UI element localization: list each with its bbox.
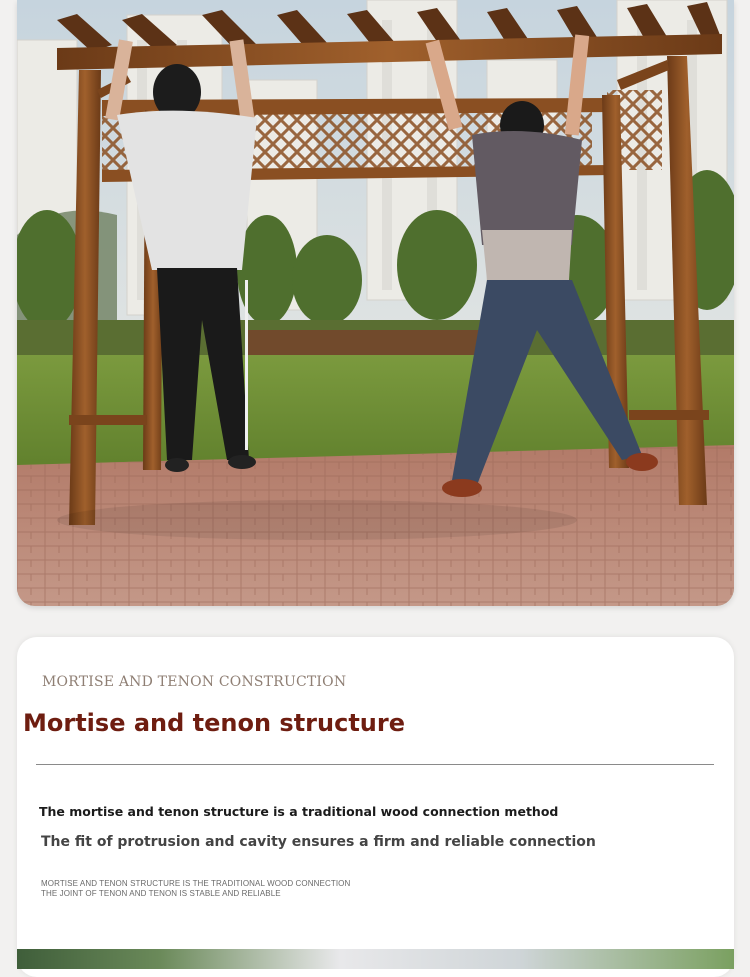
description-line-2: The fit of protrusion and cavity ensures a firm and reliable connection [41,834,596,850]
section-subheading: MORTISE AND TENON CONSTRUCTION [42,674,347,690]
section-title: Mortise and tenon structure [23,709,405,737]
product-photo [17,0,734,606]
divider [36,764,714,765]
caption-line-1: MORTISE AND TENON STRUCTURE IS THE TRADITIONAL WOOD CONNECTION [41,879,351,888]
pergola-illustration [17,0,734,606]
mortise-tenon-info-card [17,637,734,977]
description-line-1: The mortise and tenon structure is a traditional wood connection method [39,804,559,819]
caption-line-2: THE JOINT OF TENON AND TENON IS STABLE AND RELIABLE [41,889,281,898]
next-product-photo [17,949,734,969]
